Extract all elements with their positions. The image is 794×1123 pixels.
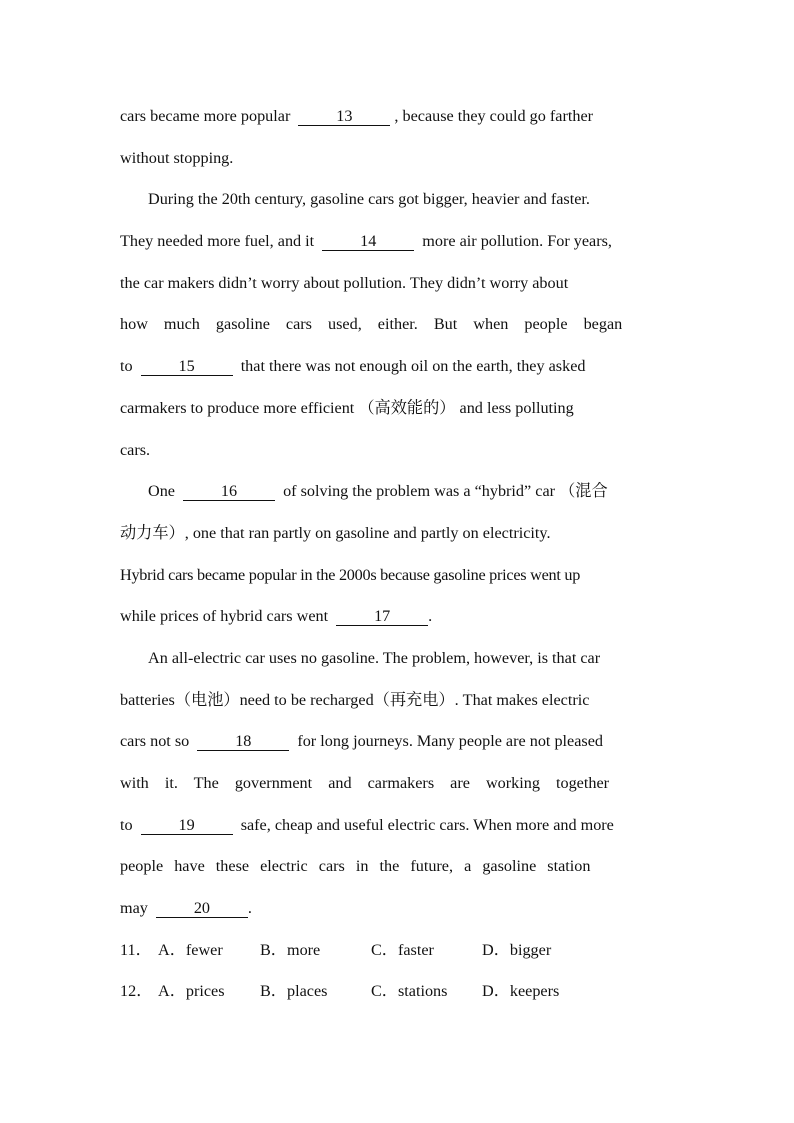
passage-line — [120, 638, 674, 680]
passage-text: cars not so — [120, 732, 190, 751]
passage-text: people have these electric cars in the future, a gasoline station — [120, 857, 591, 876]
answer-blank-16: 16 — [183, 482, 275, 501]
passage-line — [120, 304, 674, 346]
passage-text: Hybrid cars became popular in the 2000s because gasoline prices went up — [120, 565, 581, 584]
question-row — [120, 930, 674, 972]
paragraph-start: One — [148, 482, 175, 501]
question-number: 12． — [120, 982, 153, 1001]
option-c: C．faster — [371, 940, 434, 959]
passage-line — [120, 846, 674, 888]
option-a: A．prices — [158, 982, 225, 1001]
passage-text: more air pollution. For years, — [422, 232, 612, 251]
passage-line — [120, 346, 674, 388]
option-b: B．more — [260, 940, 321, 959]
answer-blank-17: 17 — [336, 607, 428, 626]
passage-text: how much gasoline cars used, either. But when people began — [120, 315, 623, 334]
passage-text: without stopping. — [120, 148, 234, 167]
passage-text: that there was not enough oil on the earth, they asked — [240, 357, 586, 376]
passage-text: while prices of hybrid cars went — [120, 607, 329, 626]
answer-blank-18: 18 — [197, 732, 289, 751]
passage-line — [120, 388, 674, 430]
paragraph-start: An all-electric car uses no gasoline. The problem, however, is that car — [148, 648, 601, 667]
option-a: A．fewer — [158, 940, 223, 959]
passage-line — [120, 96, 674, 138]
option-d: D．bigger — [482, 940, 552, 959]
passage-line — [120, 888, 674, 930]
passage-text: may — [120, 899, 148, 918]
passage-text: to — [120, 357, 133, 376]
passage-text: 动力车）, one that ran partly on gasoline and partly on electricity. — [120, 523, 551, 542]
paragraph-start: During the 20th century, gasoline cars got bigger, heavier and faster. — [148, 190, 590, 209]
passage-text: batteries（电池）need to be recharged（再充电）. That makes electric — [120, 690, 590, 709]
passage-line — [120, 763, 674, 805]
passage-line — [120, 221, 674, 263]
passage-text: to — [120, 815, 133, 834]
passage-line — [120, 680, 674, 722]
passage-text: with it. The government and carmakers are working together — [120, 774, 610, 792]
answer-blank-14: 14 — [322, 232, 414, 251]
answer-blank-15: 15 — [141, 357, 233, 376]
answer-blank-19: 19 — [141, 816, 233, 835]
passage-line — [120, 555, 674, 597]
option-b: B．places — [260, 982, 328, 1001]
passage-line — [120, 596, 674, 638]
passage-text: of solving the problem was a “hybrid” car （混合 — [283, 482, 608, 501]
passage-text: cars became more popular — [120, 107, 291, 125]
passage-text: They needed more fuel, and it — [120, 232, 315, 251]
passage-line — [120, 138, 674, 180]
answer-blank-20: 20 — [156, 899, 248, 918]
option-d: D．keepers — [482, 982, 560, 1001]
passage-line — [120, 179, 674, 221]
passage-text: cars. — [120, 440, 151, 459]
passage-text: for long journeys. Many people are not pleased — [297, 732, 604, 751]
document-page — [120, 96, 674, 1013]
passage-line — [120, 471, 674, 513]
passage-line — [120, 805, 674, 847]
passage-text: . — [247, 899, 252, 918]
answer-blank-13: 13 — [298, 107, 390, 126]
passage-text: , because they could go farther — [394, 107, 594, 125]
passage-line — [120, 430, 674, 472]
question-number: 11． — [120, 940, 152, 959]
passage-text: the car makers didn’t worry about pollution. They didn’t worry about — [120, 273, 569, 292]
passage-line — [120, 263, 674, 305]
passage-line — [120, 513, 674, 555]
option-c: C．stations — [371, 982, 448, 1001]
passage-text: safe, cheap and useful electric cars. When more and more — [240, 815, 614, 834]
passage-line — [120, 721, 674, 763]
passage-text: carmakers to produce more efficient （高效能的） and less polluting — [120, 398, 574, 417]
question-row — [120, 971, 674, 1013]
passage-text: . — [428, 607, 433, 626]
